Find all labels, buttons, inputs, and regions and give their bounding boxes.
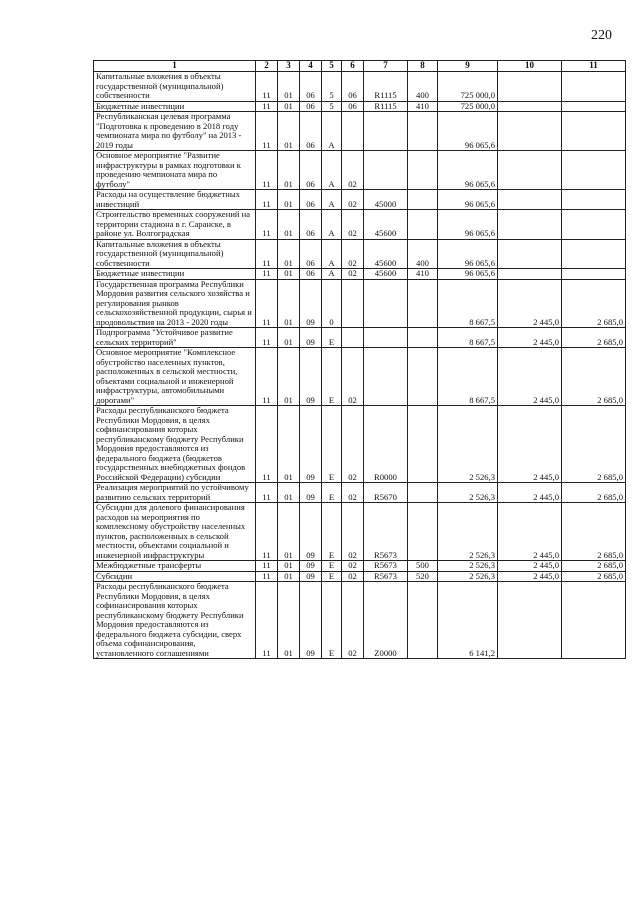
table-row xyxy=(94,582,626,659)
row-label: Строительство временных сооружений на территории стадиона в г. Саранске, в районе ул. Волгоградская xyxy=(94,210,256,240)
row-cell-5: Е xyxy=(322,561,342,572)
row-label: Расходы на осуществление бюджетных инвестиций xyxy=(94,190,256,210)
column-header: 7 xyxy=(364,61,408,72)
row-label: Основное мероприятие "Комплексное обустройство населенных пунктов, расположенных в сельской местности, объектами социальной и инженерной инфраструктуры, автомобильными дорогами" xyxy=(94,348,256,406)
row-cell-11 xyxy=(562,101,626,112)
row-cell-8 xyxy=(408,112,438,151)
row-label: Бюджетные инвестиции xyxy=(94,101,256,112)
table-row xyxy=(94,190,626,210)
row-cell-10 xyxy=(498,269,562,280)
row-cell-11 xyxy=(562,190,626,210)
row-cell-10 xyxy=(498,582,562,659)
row-cell-4: 06 xyxy=(300,210,322,240)
column-header: 4 xyxy=(300,61,322,72)
row-cell-3: 01 xyxy=(278,279,300,328)
row-cell-5: А xyxy=(322,190,342,210)
row-cell-2: 11 xyxy=(256,269,278,280)
row-cell-4: 09 xyxy=(300,561,322,572)
table-row xyxy=(94,348,626,406)
row-cell-6: 02 xyxy=(342,483,364,503)
row-cell-8 xyxy=(408,328,438,348)
row-cell-6: 02 xyxy=(342,561,364,572)
row-cell-9: 725 000,0 xyxy=(438,101,498,112)
table-row xyxy=(94,503,626,561)
row-cell-8 xyxy=(408,190,438,210)
row-cell-7 xyxy=(364,112,408,151)
row-cell-9: 2 526,3 xyxy=(438,503,498,561)
row-cell-7: 45600 xyxy=(364,269,408,280)
row-cell-8 xyxy=(408,210,438,240)
row-cell-11 xyxy=(562,112,626,151)
row-cell-9: 2 526,3 xyxy=(438,571,498,582)
row-cell-5: А xyxy=(322,210,342,240)
row-cell-7: R1115 xyxy=(364,72,408,102)
row-label: Реализация мероприятий по устойчивому развитию сельских территорий xyxy=(94,483,256,503)
row-cell-4: 06 xyxy=(300,239,322,269)
row-cell-11 xyxy=(562,72,626,102)
table-row xyxy=(94,210,626,240)
table-row xyxy=(94,269,626,280)
row-cell-9: 96 065,6 xyxy=(438,190,498,210)
row-cell-7 xyxy=(364,328,408,348)
row-cell-3: 01 xyxy=(278,483,300,503)
row-cell-11 xyxy=(562,239,626,269)
page-number: 220 xyxy=(591,28,612,43)
row-cell-2: 11 xyxy=(256,210,278,240)
column-header: 9 xyxy=(438,61,498,72)
row-cell-11: 2 685,0 xyxy=(562,328,626,348)
row-label: Расходы республиканского бюджета Республики Мордовия, в целях софинансирования которых республиканскому бюджету Республики Мордовия предоставляются из федерального бюджета (бюджетов государственных внебюджетных фондов Российской Федерации) субсидии xyxy=(94,406,256,483)
row-cell-9: 96 065,6 xyxy=(438,210,498,240)
row-cell-7: 45000 xyxy=(364,190,408,210)
row-cell-6 xyxy=(342,328,364,348)
column-header: 3 xyxy=(278,61,300,72)
row-cell-4: 06 xyxy=(300,101,322,112)
column-header: 5 xyxy=(322,61,342,72)
row-cell-2: 11 xyxy=(256,406,278,483)
row-cell-2: 11 xyxy=(256,328,278,348)
row-cell-5: Е xyxy=(322,582,342,659)
row-cell-6: 06 xyxy=(342,101,364,112)
row-cell-10 xyxy=(498,72,562,102)
row-cell-8: 410 xyxy=(408,101,438,112)
row-cell-9: 725 000,0 xyxy=(438,72,498,102)
row-cell-8 xyxy=(408,483,438,503)
row-label: Государственная программа Республики Мордовия развития сельского хозяйства и регулирования рынков сельскохозяйственной продукции, сырья и продовольствия на 2013 - 2020 годы xyxy=(94,279,256,328)
row-cell-9: 6 141,2 xyxy=(438,582,498,659)
table-row xyxy=(94,72,626,102)
row-cell-2: 11 xyxy=(256,582,278,659)
row-cell-9: 2 526,3 xyxy=(438,483,498,503)
row-cell-4: 09 xyxy=(300,348,322,406)
row-cell-11: 2 685,0 xyxy=(562,279,626,328)
row-cell-10: 2 445,0 xyxy=(498,571,562,582)
row-cell-4: 09 xyxy=(300,483,322,503)
row-cell-5: А xyxy=(322,269,342,280)
row-cell-11: 2 685,0 xyxy=(562,483,626,503)
row-cell-8 xyxy=(408,582,438,659)
row-cell-2: 11 xyxy=(256,101,278,112)
row-cell-2: 11 xyxy=(256,571,278,582)
row-label: Капитальные вложения в объекты государственной (муниципальной) собственности xyxy=(94,72,256,102)
row-cell-9: 96 065,6 xyxy=(438,112,498,151)
row-cell-10: 2 445,0 xyxy=(498,503,562,561)
table-row xyxy=(94,112,626,151)
row-cell-10 xyxy=(498,210,562,240)
row-cell-4: 09 xyxy=(300,406,322,483)
row-cell-8 xyxy=(408,406,438,483)
row-cell-9: 96 065,6 xyxy=(438,239,498,269)
row-cell-5: Е xyxy=(322,571,342,582)
row-cell-2: 11 xyxy=(256,239,278,269)
row-cell-11 xyxy=(562,210,626,240)
row-cell-3: 01 xyxy=(278,269,300,280)
row-cell-5: 5 xyxy=(322,101,342,112)
row-cell-6: 02 xyxy=(342,151,364,190)
row-cell-6: 02 xyxy=(342,406,364,483)
row-cell-7: R0000 xyxy=(364,406,408,483)
row-cell-7: 45600 xyxy=(364,239,408,269)
row-label: Республиканская целевая программа "Подготовка к проведению в 2018 году чемпионата мира по футболу" на 2013 - 2019 годы xyxy=(94,112,256,151)
row-cell-5: А xyxy=(322,151,342,190)
row-cell-11: 2 685,0 xyxy=(562,503,626,561)
row-cell-11 xyxy=(562,151,626,190)
row-cell-3: 01 xyxy=(278,406,300,483)
column-header: 2 xyxy=(256,61,278,72)
table-row xyxy=(94,571,626,582)
row-cell-5: 5 xyxy=(322,72,342,102)
row-cell-4: 06 xyxy=(300,151,322,190)
table-header xyxy=(94,61,626,72)
row-cell-4: 09 xyxy=(300,328,322,348)
row-cell-6: 06 xyxy=(342,72,364,102)
row-cell-8 xyxy=(408,151,438,190)
row-label: Бюджетные инвестиции xyxy=(94,269,256,280)
row-cell-3: 01 xyxy=(278,561,300,572)
row-cell-3: 01 xyxy=(278,348,300,406)
column-header: 11 xyxy=(562,61,626,72)
row-label: Основное мероприятие "Развитие инфраструктуры в рамках подготовки к проведению чемпионата мира по футболу" xyxy=(94,151,256,190)
row-cell-3: 01 xyxy=(278,582,300,659)
row-cell-5: 0 xyxy=(322,279,342,328)
row-cell-11: 2 685,0 xyxy=(562,571,626,582)
row-cell-9: 96 065,6 xyxy=(438,151,498,190)
row-cell-11: 2 685,0 xyxy=(562,406,626,483)
table-row xyxy=(94,279,626,328)
row-cell-2: 11 xyxy=(256,483,278,503)
column-header: 8 xyxy=(408,61,438,72)
row-cell-3: 01 xyxy=(278,190,300,210)
table-row xyxy=(94,561,626,572)
row-cell-5: Е xyxy=(322,328,342,348)
row-cell-7: R5673 xyxy=(364,503,408,561)
row-cell-8: 400 xyxy=(408,72,438,102)
row-cell-6: 02 xyxy=(342,210,364,240)
row-cell-10 xyxy=(498,112,562,151)
row-cell-7: R5673 xyxy=(364,561,408,572)
row-cell-6: 02 xyxy=(342,503,364,561)
row-cell-3: 01 xyxy=(278,571,300,582)
row-cell-5: Е xyxy=(322,406,342,483)
table-row xyxy=(94,483,626,503)
row-cell-8 xyxy=(408,279,438,328)
row-cell-7: R5673 xyxy=(364,571,408,582)
row-cell-3: 01 xyxy=(278,503,300,561)
row-cell-7 xyxy=(364,279,408,328)
row-cell-3: 01 xyxy=(278,328,300,348)
row-cell-11: 2 685,0 xyxy=(562,348,626,406)
row-cell-10 xyxy=(498,190,562,210)
row-cell-4: 09 xyxy=(300,582,322,659)
row-cell-10 xyxy=(498,151,562,190)
row-cell-7: Z0000 xyxy=(364,582,408,659)
row-cell-2: 11 xyxy=(256,151,278,190)
row-cell-4: 09 xyxy=(300,279,322,328)
row-cell-9: 2 526,3 xyxy=(438,561,498,572)
row-cell-9: 8 667,5 xyxy=(438,348,498,406)
column-header: 1 xyxy=(94,61,256,72)
row-cell-11 xyxy=(562,269,626,280)
column-header: 6 xyxy=(342,61,364,72)
row-cell-7: 45600 xyxy=(364,210,408,240)
row-cell-4: 09 xyxy=(300,571,322,582)
row-cell-6 xyxy=(342,279,364,328)
row-cell-2: 11 xyxy=(256,503,278,561)
row-label: Субсидии xyxy=(94,571,256,582)
row-cell-11: 2 685,0 xyxy=(562,561,626,572)
row-cell-4: 06 xyxy=(300,269,322,280)
row-cell-4: 09 xyxy=(300,503,322,561)
row-cell-4: 06 xyxy=(300,112,322,151)
row-label: Капитальные вложения в объекты государственной (муниципальной) собственности xyxy=(94,239,256,269)
row-cell-7: R5670 xyxy=(364,483,408,503)
row-cell-3: 01 xyxy=(278,151,300,190)
row-cell-2: 11 xyxy=(256,112,278,151)
row-cell-6: 02 xyxy=(342,269,364,280)
row-label: Расходы республиканского бюджета Республики Мордовия, в целях софинансирования которых республиканскому бюджету Республики Мордовия предоставляются из федерального бюджета субсидии, сверх объема софинансирования, установленного соглашениями xyxy=(94,582,256,659)
row-cell-10 xyxy=(498,101,562,112)
row-cell-5: Е xyxy=(322,483,342,503)
row-cell-6: 02 xyxy=(342,239,364,269)
row-cell-6: 02 xyxy=(342,571,364,582)
row-cell-2: 11 xyxy=(256,190,278,210)
row-cell-3: 01 xyxy=(278,101,300,112)
row-label: Межбюджетные трансферты xyxy=(94,561,256,572)
row-cell-6: 02 xyxy=(342,348,364,406)
row-cell-3: 01 xyxy=(278,210,300,240)
row-cell-6: 02 xyxy=(342,582,364,659)
row-cell-8: 500 xyxy=(408,561,438,572)
row-cell-4: 06 xyxy=(300,190,322,210)
row-cell-8 xyxy=(408,503,438,561)
row-cell-9: 2 526,3 xyxy=(438,406,498,483)
row-cell-10: 2 445,0 xyxy=(498,561,562,572)
row-cell-9: 96 065,6 xyxy=(438,269,498,280)
row-label: Подпрограмма "Устойчивое развитие сельских территорий" xyxy=(94,328,256,348)
row-cell-2: 11 xyxy=(256,348,278,406)
table-row xyxy=(94,101,626,112)
row-cell-6: 02 xyxy=(342,190,364,210)
row-cell-10: 2 445,0 xyxy=(498,483,562,503)
row-cell-5: Е xyxy=(322,503,342,561)
row-cell-8: 410 xyxy=(408,269,438,280)
row-cell-9: 8 667,5 xyxy=(438,328,498,348)
row-cell-5: Е xyxy=(322,348,342,406)
row-cell-2: 11 xyxy=(256,72,278,102)
table-row xyxy=(94,406,626,483)
row-cell-3: 01 xyxy=(278,239,300,269)
table-row xyxy=(94,239,626,269)
row-cell-7 xyxy=(364,151,408,190)
row-cell-6 xyxy=(342,112,364,151)
row-label: Субсидии для долевого финансирования расходов на мероприятия по комплексному обустройству населенных пунктов, расположенных в сельской местности, объектами социальной и инженерной инфраструктуры xyxy=(94,503,256,561)
table-row xyxy=(94,328,626,348)
row-cell-10: 2 445,0 xyxy=(498,348,562,406)
row-cell-5: А xyxy=(322,239,342,269)
row-cell-10: 2 445,0 xyxy=(498,406,562,483)
row-cell-5: А xyxy=(322,112,342,151)
row-cell-2: 11 xyxy=(256,561,278,572)
row-cell-4: 06 xyxy=(300,72,322,102)
row-cell-2: 11 xyxy=(256,279,278,328)
table-body xyxy=(94,72,626,659)
row-cell-8 xyxy=(408,348,438,406)
row-cell-8: 520 xyxy=(408,571,438,582)
row-cell-8: 400 xyxy=(408,239,438,269)
row-cell-10 xyxy=(498,239,562,269)
column-header: 10 xyxy=(498,61,562,72)
row-cell-3: 01 xyxy=(278,112,300,151)
table-row xyxy=(94,151,626,190)
row-cell-7 xyxy=(364,348,408,406)
row-cell-7: R1115 xyxy=(364,101,408,112)
row-cell-10: 2 445,0 xyxy=(498,279,562,328)
row-cell-10: 2 445,0 xyxy=(498,328,562,348)
budget-table xyxy=(93,60,626,659)
row-cell-3: 01 xyxy=(278,72,300,102)
row-cell-9: 8 667,5 xyxy=(438,279,498,328)
row-cell-11 xyxy=(562,582,626,659)
